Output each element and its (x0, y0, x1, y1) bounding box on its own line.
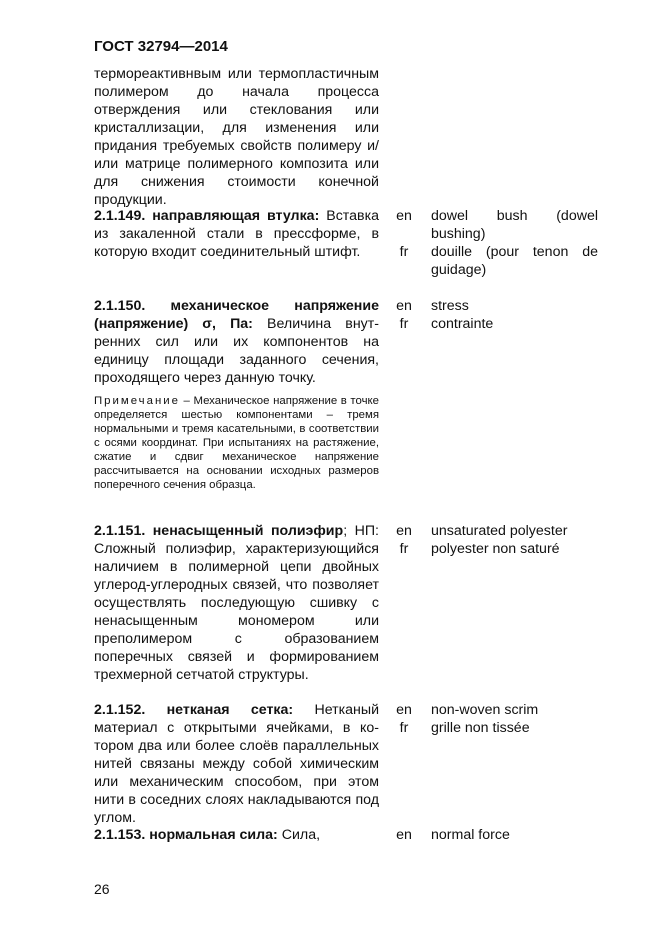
continuation-text: термореактивнвым или термопластичным полимером до начала процесса отверждения или стеклования или кристаллизации, для изменения или придания требуемых свойств полимеру и/или матрице полимерного композита или для снижения стоимости конечной продукции. (94, 66, 379, 208)
equivalent-fr: contrainte (431, 316, 494, 332)
entry-2-1-151 (94, 522, 379, 684)
page-number: 26 (94, 881, 110, 897)
term-definition: Вставка из закаленной стали в прессформе, в которую входит соединительный штифт. (94, 208, 379, 260)
lang-fr: fr (399, 720, 409, 736)
lang-fr: fr (399, 244, 409, 260)
entry-2-1-150 (94, 297, 379, 492)
lang-en: en (396, 827, 412, 843)
entry-2-1-149 (94, 207, 379, 261)
equivalent-en: stress (431, 298, 469, 314)
note-label: Примечание (94, 395, 180, 407)
equivalent-en: unsaturated polyester (431, 523, 568, 539)
lang-fr: fr (399, 541, 409, 557)
entry-2-1-153 (94, 826, 379, 844)
continuation-paragraph (94, 65, 379, 209)
lang-en: en (396, 298, 412, 314)
term-title: 2.1.150. механическое напряжение (напряжение) σ, Па: (94, 298, 379, 332)
equivalent-en: normal force (431, 827, 510, 843)
term-definition: Величина внутренних сил или их компонентов на единицу площади заданного сечения, проходящего через данную точку. (94, 316, 379, 386)
equivalent-fr: grille non tissée (431, 720, 530, 736)
equivalent-en: non-woven scrim (431, 702, 539, 718)
lang-en: en (396, 523, 412, 539)
document-header: ГОСТ 32794—2014 (94, 38, 228, 55)
term-title: 2.1.149. направляющая втулка: (94, 208, 320, 224)
lang-en: en (396, 702, 412, 718)
lang-fr: fr (399, 316, 409, 332)
equivalent-en: dowel bush (dowel bushing) (431, 208, 598, 242)
term-title: 2.1.151. ненасыщенный полиэфир (94, 523, 344, 539)
term-definition: Сила, (277, 827, 321, 843)
entry-2-1-152 (94, 701, 379, 827)
term-title: 2.1.152. нетканая сетка: (94, 702, 294, 718)
term-title: 2.1.153. нормальная сила: (94, 827, 278, 843)
term-definition: Нетканый материал с открытыми ячейками, в котором два или более слоёв параллельных нитей связаны между собой химическим или механическим способом, при этом нити в соседних слоях накладываются под углом. (94, 702, 379, 826)
term-definition: ; НП: Сложный полиэфир, характеризующийся наличием в полимерной цепи двойных углерод-углеродных связей, что позволяет осуществлять последующую сшивку с ненасыщенным мономером или преполимером с образованием поперечных связей и формированием трехмерной сетчатой структуры. (94, 523, 379, 683)
equivalent-fr: douille (pour tenon de guidage) (431, 244, 598, 278)
lang-en: en (396, 208, 412, 224)
note-text: – Механическое напряжение в точке определяется шестью компонентами – тремя нормальными и тремя касательными, в соответствии с осями координат. При испытаниях на растяжение, сжатие и сдвиг механическое напряжение рассчитывается на основании исходных размеров поперечного сечения образца. (94, 395, 379, 491)
equivalent-fr: polyester non saturé (431, 541, 560, 557)
